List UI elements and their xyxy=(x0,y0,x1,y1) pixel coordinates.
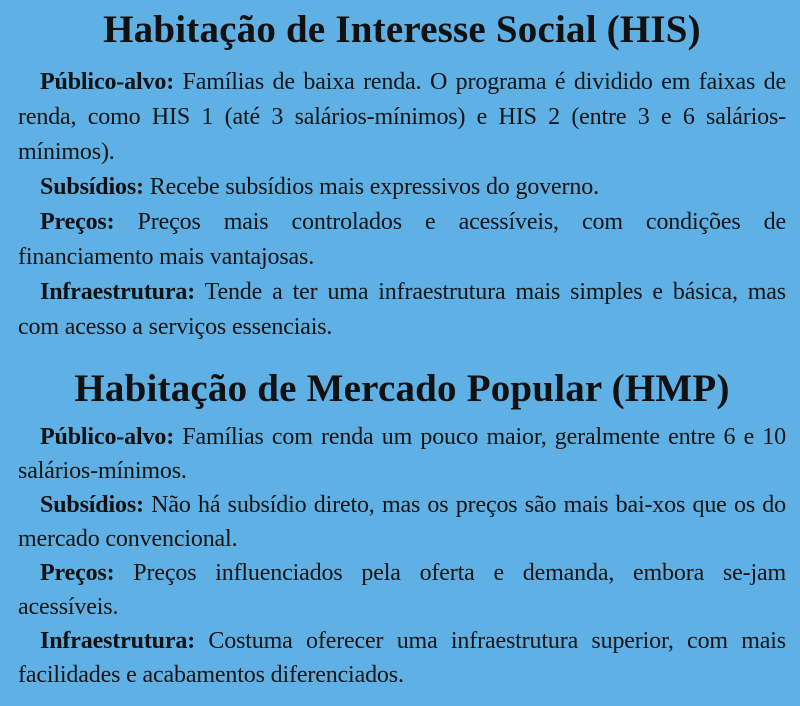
hmp-section xyxy=(18,345,786,692)
hmp-publico-text: Famílias com renda um pouco maior, geralmente entre 6 e 10 salários-mínimos. xyxy=(18,424,786,484)
his-publico-label: Público-alvo: xyxy=(40,69,175,95)
his-infraestrutura-text: Tende a ter uma infraestrutura mais simples e básica, mas com acesso a serviços essenciais. xyxy=(18,279,786,340)
hmp-subsidios-label: Subsídios: xyxy=(40,492,144,518)
hmp-title: Habitação de Mercado Popular (HMP) xyxy=(74,367,730,410)
his-infraestrutura-label: Infraestrutura: xyxy=(40,279,196,305)
his-publico-text: Famílias de baixa renda. O programa é dividido em faixas de renda, como HIS 1 (até 3 salários-mínimos) e HIS 2 (entre 3 e 6 salários-mínimos). xyxy=(18,69,786,165)
his-section xyxy=(18,0,786,345)
hmp-precos-label: Preços: xyxy=(40,560,115,586)
his-precos-text: Preços mais controlados e acessíveis, com condições de financiamento mais vantajosas. xyxy=(18,209,786,270)
his-title: Habitação de Interesse Social (HIS) xyxy=(103,8,701,51)
hmp-precos-paragraph xyxy=(18,556,786,624)
hmp-publico-paragraph xyxy=(18,420,786,488)
his-publico-paragraph xyxy=(18,65,786,170)
hmp-infraestrutura-text: Costuma oferecer uma infraestrutura superior, com mais facilidades e acabamentos diferenciados. xyxy=(18,628,786,688)
hmp-publico-label: Público-alvo: xyxy=(40,424,175,450)
hmp-infraestrutura-paragraph xyxy=(18,624,786,692)
hmp-subsidios-text: Não há subsídio direto, mas os preços são mais bai-xos que os do mercado convencional. xyxy=(18,492,786,552)
hmp-precos-text: Preços influenciados pela oferta e demanda, embora se-jam acessíveis. xyxy=(18,560,786,620)
his-precos-paragraph xyxy=(18,205,786,275)
his-infraestrutura-paragraph xyxy=(18,275,786,345)
hmp-subsidios-paragraph xyxy=(18,488,786,556)
his-subsidios-text: Recebe subsídios mais expressivos do governo. xyxy=(143,174,599,200)
his-subsidios-paragraph xyxy=(18,170,786,205)
his-subsidios-label: Subsídios: xyxy=(40,174,144,200)
his-precos-label: Preços: xyxy=(40,209,115,235)
hmp-infraestrutura-label: Infraestrutura: xyxy=(40,628,196,654)
